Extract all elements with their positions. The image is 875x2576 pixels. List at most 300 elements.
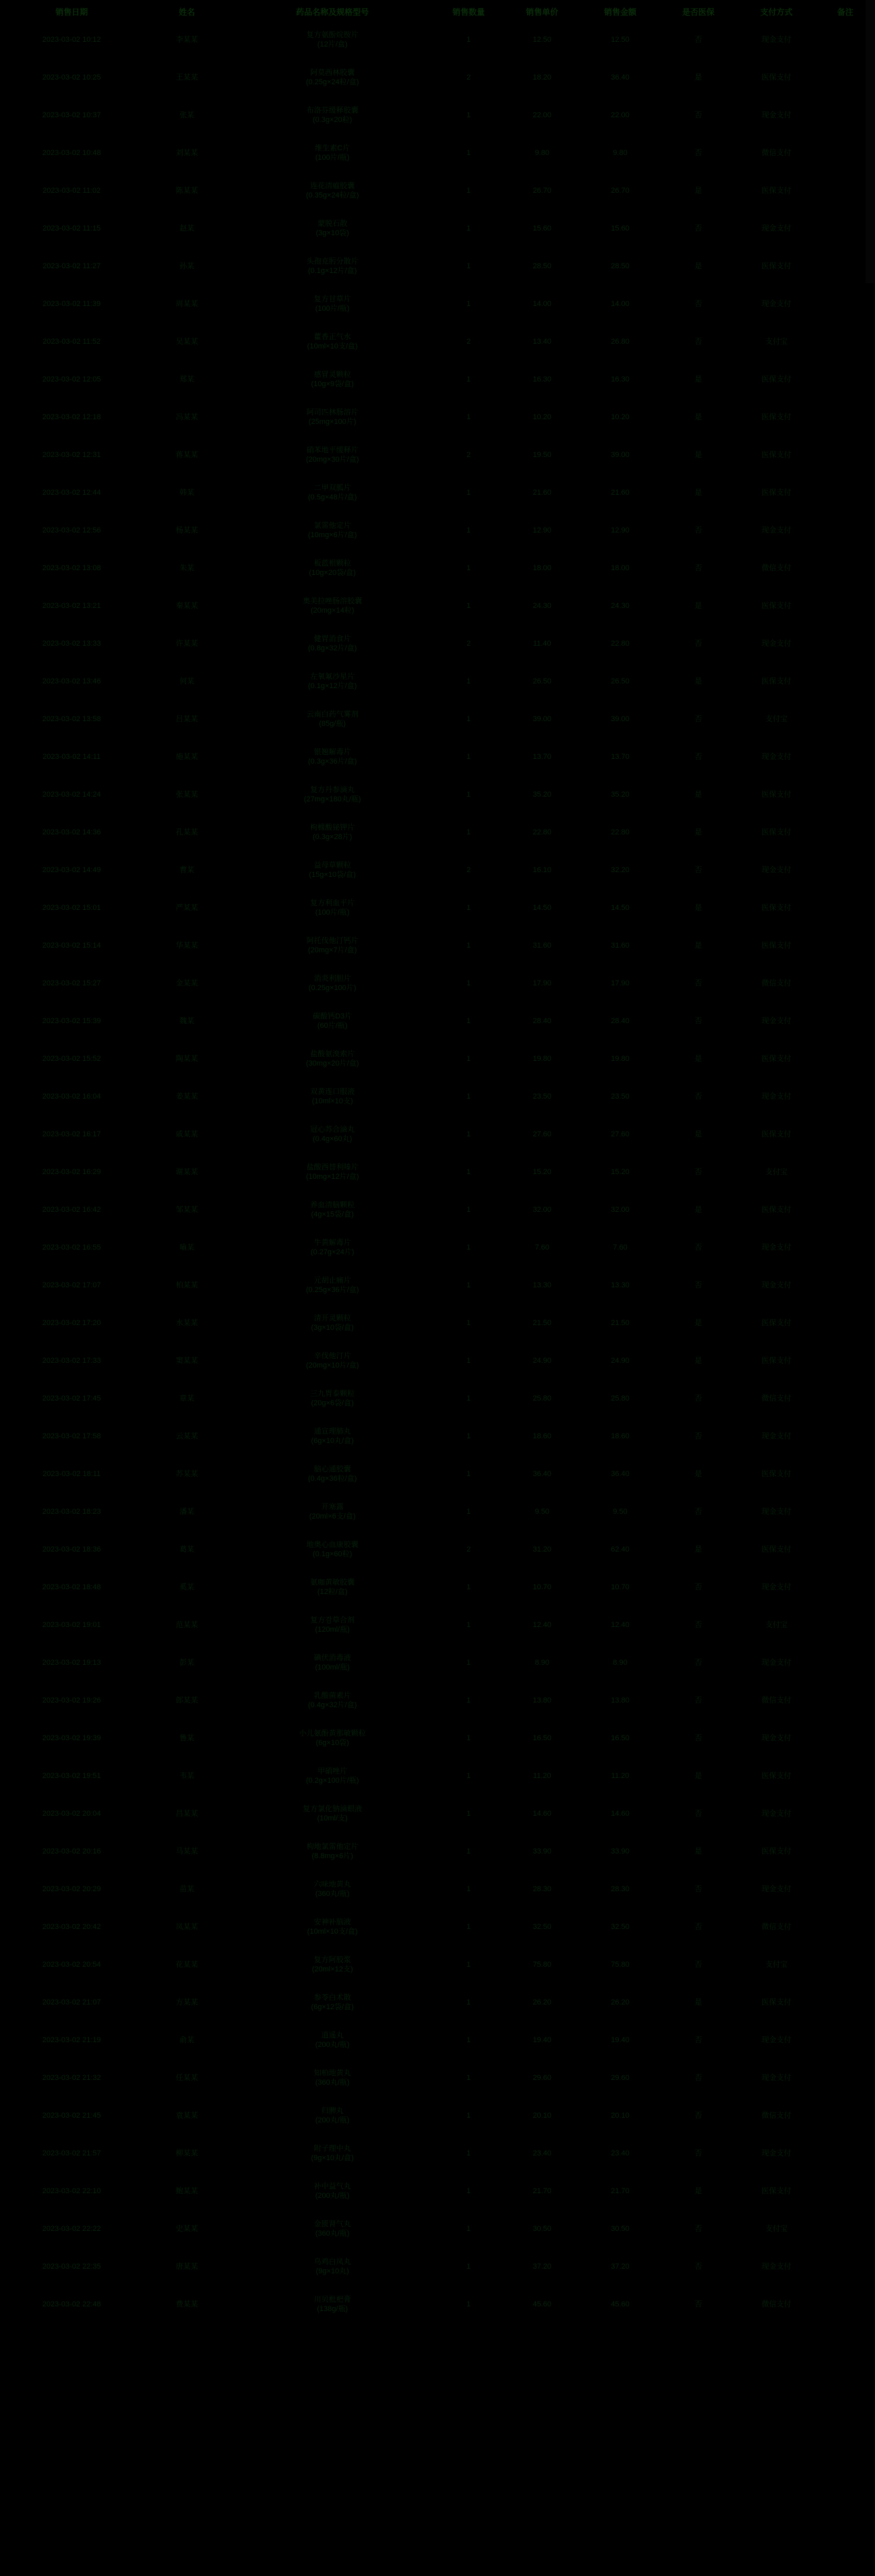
cell-date: 2023-03-02 21:32 <box>42 2074 101 2083</box>
cell-date: 2023-03-02 12:56 <box>42 526 101 535</box>
cell-insurance: 否 <box>694 224 702 233</box>
cell-date: 2023-03-02 21:07 <box>42 1998 101 2007</box>
cell-name: 郎某某 <box>175 1696 198 1705</box>
drug-line: (0.1g×12片/盒) <box>307 267 357 275</box>
table-row[interactable] <box>0 701 875 739</box>
drug-line: 盐酸西替利嗪片 <box>306 1163 359 1172</box>
table-row[interactable] <box>0 1267 875 1305</box>
cell-payment: 现金支付 <box>761 640 791 648</box>
cell-price: 45.60 <box>533 2300 551 2309</box>
cell-quantity: 1 <box>466 1432 471 1441</box>
column-header-quantity[interactable]: 销售数量 <box>452 7 485 17</box>
drug-line: 连花清瘟胶囊 <box>310 182 355 191</box>
cell-drug <box>231 1305 434 1343</box>
drug-name-lines <box>232 710 433 729</box>
drug-line: 金匮肾气丸 <box>313 2220 351 2229</box>
drug-line: (0.25g×36片/盒) <box>305 1286 359 1294</box>
table-row[interactable] <box>0 1456 875 1494</box>
cell-quantity: 1 <box>466 1357 471 1366</box>
cell-name: 韦某 <box>179 1772 195 1781</box>
table-row[interactable] <box>0 361 875 399</box>
cell-amount: 32.50 <box>611 1923 630 1932</box>
table-row[interactable] <box>0 1343 875 1380</box>
vertical-scrollbar-track[interactable] <box>866 0 875 2576</box>
table-row[interactable] <box>0 1909 875 1946</box>
drug-line: 枸橼酸铋钾片 <box>310 824 355 832</box>
cell-name: 谢某某 <box>175 1168 198 1177</box>
table-row[interactable] <box>0 1380 875 1418</box>
table-row[interactable] <box>0 1682 875 1720</box>
table-row[interactable] <box>0 1041 875 1078</box>
cell-drug <box>231 852 434 890</box>
drug-line: (3g×10袋/盒) <box>311 1324 354 1332</box>
cell-name: 唐某某 <box>175 2263 198 2271</box>
cell-drug <box>231 1796 434 1833</box>
drug-name-lines <box>232 673 433 692</box>
table-row[interactable] <box>0 1078 875 1116</box>
cell-payment: 医保支付 <box>761 677 791 686</box>
cell-date: 2023-03-02 13:08 <box>42 564 101 573</box>
column-header-date[interactable]: 销售日期 <box>55 7 88 17</box>
cell-quantity: 1 <box>466 1810 471 1818</box>
cell-name: 魏某 <box>179 1017 195 1026</box>
table-row[interactable] <box>0 248 875 286</box>
cell-insurance: 否 <box>694 338 702 346</box>
table-row[interactable] <box>0 890 875 927</box>
cell-drug <box>231 1720 434 1758</box>
cell-amount: 29.60 <box>611 2074 630 2083</box>
cell-amount: 21.50 <box>611 1319 630 1328</box>
cell-payment: 医保支付 <box>761 413 791 422</box>
table-row[interactable] <box>0 1192 875 1229</box>
cell-amount: 27.60 <box>611 1130 630 1139</box>
cell-payment: 微信支付 <box>761 1696 791 1705</box>
cell-payment: 现金支付 <box>761 1583 791 1592</box>
cell-amount: 23.40 <box>611 2149 630 2158</box>
cell-payment: 医保支付 <box>761 187 791 195</box>
cell-quantity: 1 <box>466 1055 471 1064</box>
cell-name: 戚某某 <box>175 1130 198 1139</box>
cell-payment: 现金支付 <box>761 1810 791 1818</box>
cell-drug <box>231 1003 434 1041</box>
cell-name: 苏某某 <box>175 1470 198 1479</box>
cell-drug <box>231 1758 434 1796</box>
cell-drug <box>231 1192 434 1229</box>
cell-drug <box>231 2173 434 2211</box>
cell-price: 24.90 <box>533 1357 551 1366</box>
cell-payment: 支付宝 <box>765 338 788 346</box>
drug-line: (120ml/瓶) <box>315 1626 350 1634</box>
cell-name: 柳某某 <box>175 2149 198 2158</box>
table-row[interactable] <box>0 550 875 588</box>
cell-name: 严某某 <box>175 904 198 913</box>
cell-date: 2023-03-02 21:45 <box>42 2112 101 2120</box>
drug-line: 乳酸菌素片 <box>313 1692 351 1700</box>
drug-line: (0.35g×24粒/盒) <box>305 191 359 200</box>
drug-line: 阿司匹林肠溶片 <box>306 408 359 417</box>
cell-price: 24.30 <box>533 602 551 611</box>
table-row[interactable] <box>0 173 875 210</box>
cell-insurance: 否 <box>694 2300 702 2309</box>
cell-price: 75.80 <box>533 1961 551 1969</box>
drug-line: (6g×12袋/盒) <box>311 2003 354 2011</box>
cell-quantity: 1 <box>466 2300 471 2309</box>
table-row[interactable] <box>0 2286 875 2324</box>
cell-drug <box>231 286 434 324</box>
drug-line: 布洛芬缓释胶囊 <box>306 106 359 115</box>
cell-amount: 12.50 <box>611 36 630 44</box>
cell-insurance: 否 <box>694 2225 702 2234</box>
table-header <box>0 3 875 22</box>
drug-name-lines <box>232 106 433 125</box>
cell-price: 29.60 <box>533 2074 551 2083</box>
table-row[interactable] <box>0 1305 875 1343</box>
cell-insurance: 否 <box>694 1923 702 1932</box>
cell-quantity: 1 <box>466 1734 471 1743</box>
cell-drug <box>231 1229 434 1267</box>
cell-price: 7.60 <box>535 1244 549 1252</box>
cell-insurance: 否 <box>694 1810 702 1818</box>
cell-drug <box>231 1380 434 1418</box>
cell-price: 11.40 <box>533 640 551 648</box>
cell-quantity: 1 <box>466 2112 471 2120</box>
cell-amount: 23.50 <box>611 1093 630 1101</box>
cell-drug <box>231 1154 434 1192</box>
cell-name: 凤某某 <box>175 1923 198 1932</box>
cell-price: 26.70 <box>533 187 551 195</box>
cell-insurance: 是 <box>694 1055 702 1064</box>
table-row[interactable] <box>0 2173 875 2211</box>
table-row[interactable] <box>0 663 875 701</box>
table-row[interactable] <box>0 814 875 852</box>
cell-price: 18.60 <box>533 1432 551 1441</box>
drug-name-lines <box>232 1541 433 1560</box>
cell-date: 2023-03-02 20:16 <box>42 1847 101 1856</box>
table-row[interactable] <box>0 776 875 814</box>
cell-insurance: 否 <box>694 1244 702 1252</box>
cell-insurance: 是 <box>694 1847 702 1856</box>
table-row[interactable] <box>0 324 875 361</box>
cell-name: 陶某某 <box>175 1055 198 1064</box>
cell-amount: 31.60 <box>611 942 630 950</box>
cell-payment: 医保支付 <box>761 489 791 497</box>
drug-name-lines <box>232 1503 433 1522</box>
cell-date: 2023-03-02 20:29 <box>42 1885 101 1894</box>
cell-price: 11.20 <box>533 1772 551 1781</box>
cell-price: 12.50 <box>533 36 551 44</box>
cell-name: 袁某某 <box>175 2112 198 2120</box>
cell-quantity: 1 <box>466 1470 471 1479</box>
cell-quantity: 1 <box>466 2036 471 2045</box>
cell-name: 吕某某 <box>175 715 198 724</box>
cell-date: 2023-03-02 17:20 <box>42 1319 101 1328</box>
column-header-drug[interactable]: 药品名称及规格型号 <box>296 7 369 17</box>
cell-payment: 现金支付 <box>761 2074 791 2083</box>
cell-quantity: 1 <box>466 1583 471 1592</box>
cell-insurance: 否 <box>694 640 702 648</box>
cell-payment: 现金支付 <box>761 1281 791 1290</box>
cell-payment: 医保支付 <box>761 942 791 950</box>
cell-date: 2023-03-02 12:44 <box>42 489 101 497</box>
drug-line: (0.27g×24片) <box>310 1248 355 1256</box>
cell-quantity: 1 <box>466 1772 471 1781</box>
cell-payment: 医保支付 <box>761 791 791 799</box>
cell-insurance: 否 <box>694 1017 702 1026</box>
cell-price: 9.80 <box>535 149 549 158</box>
cell-date: 2023-03-02 18:11 <box>42 1470 101 1479</box>
cell-date: 2023-03-02 14:36 <box>42 828 101 837</box>
table-row[interactable] <box>0 1154 875 1192</box>
drug-name-lines <box>232 597 433 616</box>
cell-payment: 支付宝 <box>765 1621 788 1630</box>
drug-line: 云南白药气雾剂 <box>306 710 359 719</box>
cell-name: 韩某 <box>179 489 195 497</box>
table-body <box>0 22 875 2324</box>
cell-name: 云某某 <box>175 1432 198 1441</box>
drug-line: 开塞露 <box>321 1503 344 1512</box>
drug-line: 辛伐他汀片 <box>313 1352 351 1361</box>
cell-drug <box>231 1494 434 1531</box>
drug-line: (360丸/瓶) <box>315 2230 350 2238</box>
table-row[interactable] <box>0 399 875 437</box>
cell-name: 郑某 <box>179 375 195 384</box>
column-header-amount[interactable]: 销售金额 <box>604 7 637 17</box>
cell-insurance: 是 <box>694 1772 702 1781</box>
cell-name: 方某某 <box>175 1998 198 2007</box>
cell-date: 2023-03-02 20:54 <box>42 1961 101 1969</box>
cell-quantity: 1 <box>466 2187 471 2196</box>
cell-insurance: 否 <box>694 1885 702 1894</box>
table-row[interactable] <box>0 2060 875 2097</box>
cell-payment: 支付宝 <box>765 715 788 724</box>
cell-drug <box>231 927 434 965</box>
cell-quantity: 1 <box>466 1961 471 1969</box>
cell-payment: 现金支付 <box>761 1734 791 1743</box>
cell-insurance: 否 <box>694 1734 702 1743</box>
cell-drug <box>231 399 434 437</box>
drug-name-lines <box>232 1277 433 1295</box>
cell-insurance: 否 <box>694 300 702 309</box>
drug-name-lines <box>232 182 433 201</box>
column-header-remark[interactable]: 备注 <box>837 7 853 17</box>
cell-amount: 26.20 <box>611 1998 630 2007</box>
drug-line: 参苓白术散 <box>313 1994 351 2002</box>
cell-price: 32.50 <box>533 1923 551 1932</box>
cell-quantity: 1 <box>466 489 471 497</box>
cell-quantity: 1 <box>466 413 471 422</box>
cell-payment: 现金支付 <box>761 1508 791 1516</box>
cell-payment: 微信支付 <box>761 2300 791 2309</box>
table-row[interactable] <box>0 1720 875 1758</box>
table-row[interactable] <box>0 927 875 965</box>
table-row[interactable] <box>0 437 875 474</box>
drug-line: 地奥心血康胶囊 <box>306 1541 359 1550</box>
drug-line: 复方氯化钠滴眼液 <box>303 1805 363 1814</box>
table-row[interactable] <box>0 474 875 512</box>
table-row[interactable] <box>0 1758 875 1796</box>
column-header-insurance[interactable]: 是否医保 <box>682 7 715 17</box>
table-row[interactable] <box>0 588 875 625</box>
table-row[interactable] <box>0 1003 875 1041</box>
drug-name-lines <box>232 937 433 956</box>
cell-name: 王某某 <box>175 73 198 82</box>
table-row[interactable] <box>0 2211 875 2248</box>
table-row[interactable] <box>0 97 875 135</box>
cell-insurance: 是 <box>694 73 702 82</box>
cell-quantity: 1 <box>466 1206 471 1215</box>
table-row[interactable] <box>0 1569 875 1607</box>
drug-line: (6g×10袋) <box>315 1739 349 1747</box>
cell-name: 冯某某 <box>175 413 198 422</box>
cell-amount: 45.60 <box>611 2300 630 2309</box>
drug-line: (12粒/盒) <box>317 1588 348 1596</box>
cell-drug <box>231 701 434 739</box>
cell-date: 2023-03-02 16:04 <box>42 1093 101 1101</box>
drug-name-lines <box>232 1956 433 1975</box>
table-row[interactable] <box>0 135 875 173</box>
cell-payment: 现金支付 <box>761 300 791 309</box>
cell-quantity: 1 <box>466 1281 471 1290</box>
cell-price: 31.60 <box>533 942 551 950</box>
drug-name-lines <box>232 1201 433 1220</box>
cell-insurance: 否 <box>694 1168 702 1177</box>
cell-amount: 11.20 <box>611 1772 630 1781</box>
table-row[interactable] <box>0 210 875 248</box>
table-row[interactable] <box>0 2097 875 2135</box>
cell-name: 姜某某 <box>175 1093 198 1101</box>
table-row[interactable] <box>0 1531 875 1569</box>
cell-drug <box>231 1645 434 1682</box>
cell-price: 15.20 <box>533 1168 551 1177</box>
drug-line: 清开灵颗粒 <box>313 1314 351 1323</box>
table-row[interactable] <box>0 1494 875 1531</box>
drug-name-lines <box>232 635 433 654</box>
drug-name-lines <box>232 31 433 50</box>
cell-payment: 现金支付 <box>761 1659 791 1667</box>
drug-line: 阿莫西林胶囊 <box>310 69 355 78</box>
cell-quantity: 2 <box>466 73 471 82</box>
cell-date: 2023-03-02 11:15 <box>42 224 101 233</box>
cell-quantity: 1 <box>466 1168 471 1177</box>
cell-name: 彭某 <box>179 1659 195 1667</box>
cell-insurance: 是 <box>694 451 702 460</box>
column-header-price[interactable]: 销售单价 <box>526 7 559 17</box>
cell-payment: 医保支付 <box>761 262 791 271</box>
cell-price: 19.80 <box>533 1055 551 1064</box>
cell-name: 施某某 <box>175 753 198 762</box>
table-row[interactable] <box>0 286 875 324</box>
table-row[interactable] <box>0 739 875 776</box>
column-header-name[interactable]: 姓名 <box>179 7 195 17</box>
cell-insurance: 否 <box>694 1281 702 1290</box>
cell-name: 刘某某 <box>175 149 198 158</box>
cell-price: 25.80 <box>533 1394 551 1403</box>
cell-date: 2023-03-02 22:48 <box>42 2300 101 2309</box>
cell-name: 俞某 <box>179 2036 195 2045</box>
cell-payment: 现金支付 <box>761 1432 791 1441</box>
cell-insurance: 否 <box>694 1961 702 1969</box>
cell-quantity: 1 <box>466 1885 471 1894</box>
cell-quantity: 1 <box>466 1244 471 1252</box>
table-row[interactable] <box>0 512 875 550</box>
drug-line: (0.25g×24粒/盒) <box>305 78 359 86</box>
cell-date: 2023-03-02 14:11 <box>42 753 101 762</box>
drug-line: 阿托伐他汀钙片 <box>306 937 359 946</box>
cell-drug <box>231 625 434 663</box>
drug-line: (20ml×12支) <box>311 1965 353 1973</box>
cell-insurance: 是 <box>694 942 702 950</box>
cell-price: 18.00 <box>533 564 551 573</box>
vertical-scrollbar-thumb[interactable] <box>866 0 875 283</box>
drug-line: (200丸/瓶) <box>315 2192 350 2200</box>
cell-name: 水某某 <box>175 1319 198 1328</box>
cell-quantity: 1 <box>466 2263 471 2271</box>
table-row[interactable] <box>0 2248 875 2286</box>
table-row[interactable] <box>0 625 875 663</box>
table-row[interactable] <box>0 1796 875 1833</box>
table-row[interactable] <box>0 1984 875 2022</box>
table-row[interactable] <box>0 1607 875 1645</box>
cell-payment: 现金支付 <box>761 2263 791 2271</box>
cell-payment: 医保支付 <box>761 1319 791 1328</box>
cell-name: 马某某 <box>175 1847 198 1856</box>
table-row[interactable] <box>0 1645 875 1682</box>
cell-date: 2023-03-02 15:39 <box>42 1017 101 1026</box>
table-row[interactable] <box>0 852 875 890</box>
cell-amount: 14.50 <box>611 904 630 913</box>
cell-price: 28.30 <box>533 1885 551 1894</box>
table-row[interactable] <box>0 1871 875 1909</box>
table-row[interactable] <box>0 1229 875 1267</box>
cell-date: 2023-03-02 12:18 <box>42 413 101 422</box>
table-row[interactable] <box>0 2022 875 2060</box>
drug-line: (0.2g×100片/瓶) <box>305 1777 359 1785</box>
cell-price: 28.50 <box>533 262 551 271</box>
table-row[interactable] <box>0 59 875 97</box>
drug-name-lines <box>232 861 433 880</box>
cell-quantity: 1 <box>466 602 471 611</box>
cell-quantity: 2 <box>466 338 471 346</box>
cell-date: 2023-03-02 10:25 <box>42 73 101 82</box>
cell-amount: 9.50 <box>613 1508 628 1516</box>
table-row[interactable] <box>0 1946 875 1984</box>
column-header-payment[interactable]: 支付方式 <box>760 7 793 17</box>
cell-insurance: 是 <box>694 677 702 686</box>
table-row[interactable] <box>0 1833 875 1871</box>
drug-line: 头孢克肟分散片 <box>306 257 359 266</box>
cell-date: 2023-03-02 17:33 <box>42 1357 101 1366</box>
cell-date: 2023-03-02 16:55 <box>42 1244 101 1252</box>
cell-amount: 75.80 <box>611 1961 630 1969</box>
drug-name-lines <box>232 2258 433 2277</box>
table-row[interactable] <box>0 22 875 59</box>
drug-line: (20ml×6支/盒) <box>309 1512 356 1521</box>
cell-drug <box>231 97 434 135</box>
cell-payment: 现金支付 <box>761 753 791 762</box>
cell-name: 孙某 <box>179 262 195 271</box>
cell-payment: 支付宝 <box>765 2225 788 2234</box>
drug-line: 维生素C片 <box>315 144 351 153</box>
table-row[interactable] <box>0 965 875 1003</box>
drug-line: (0.5g×48片/盒) <box>307 493 357 501</box>
table-row[interactable] <box>0 1418 875 1456</box>
table-row[interactable] <box>0 2135 875 2173</box>
table-row[interactable] <box>0 1116 875 1154</box>
cell-insurance: 否 <box>694 753 702 762</box>
sales-record-table <box>0 3 875 2324</box>
cell-drug <box>231 210 434 248</box>
cell-quantity: 1 <box>466 1621 471 1630</box>
